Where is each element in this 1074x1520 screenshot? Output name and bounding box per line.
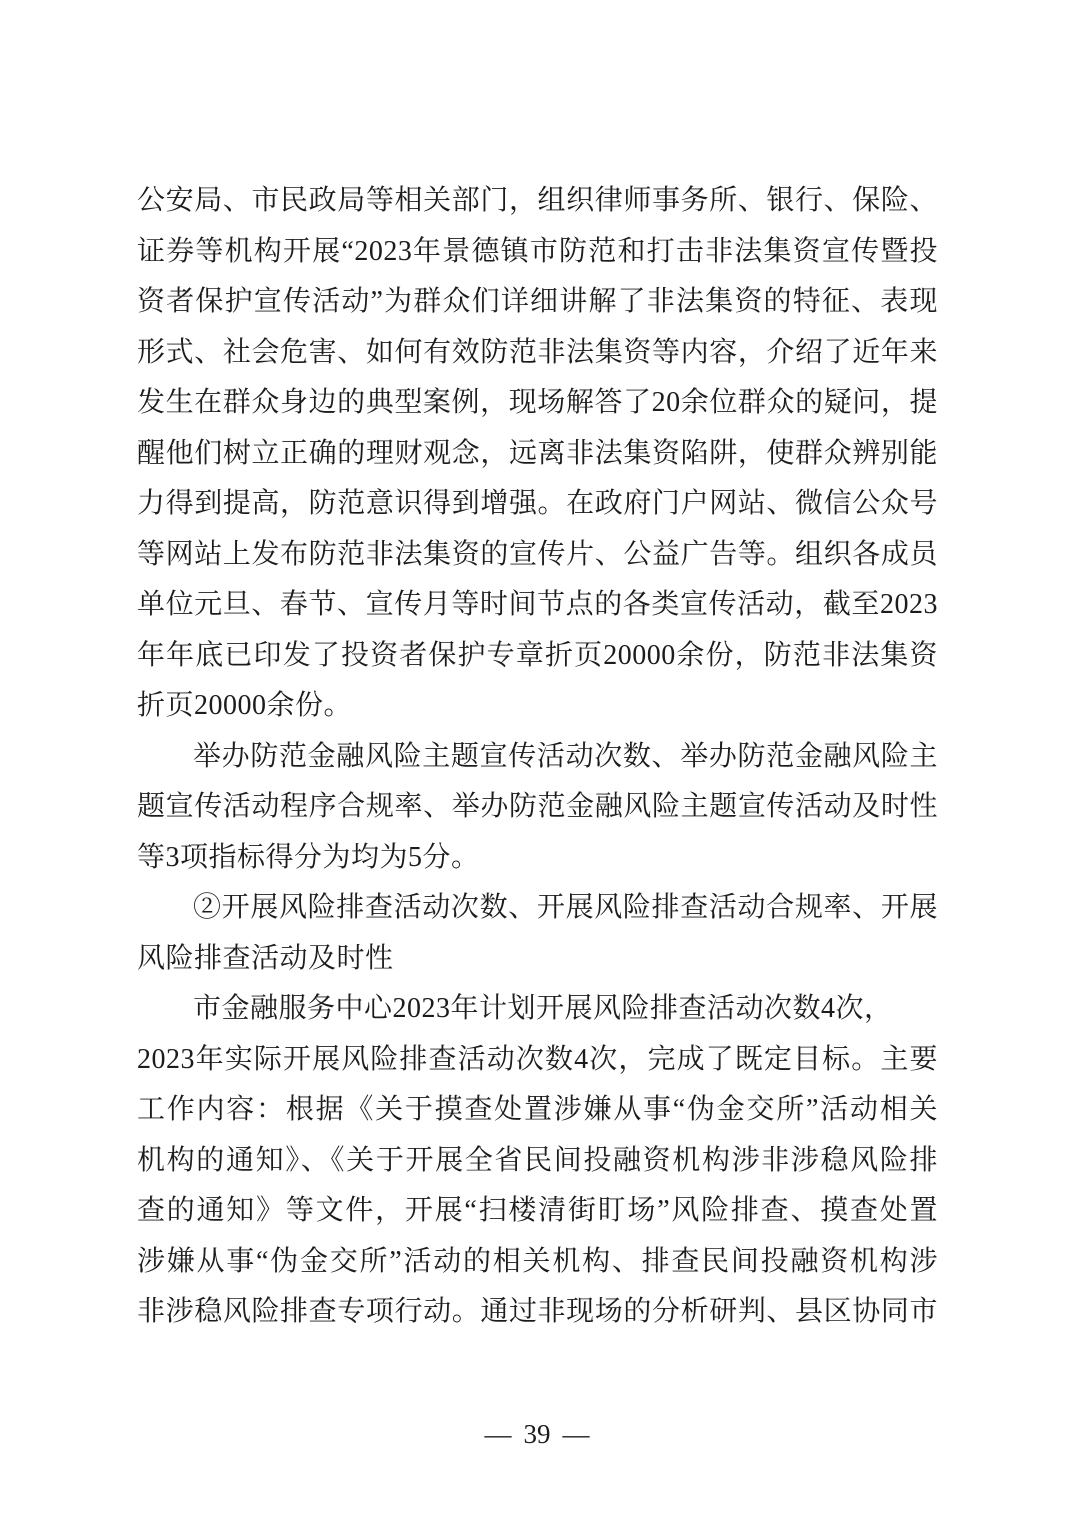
paragraph	[137, 883, 938, 984]
document-body	[137, 176, 938, 1338]
paragraph	[137, 984, 938, 1338]
text-line: 工作内容：根据《关于摸查处置涉嫌从事“伪金交所”活动相关	[137, 1094, 938, 1125]
page-number: 39	[523, 1419, 551, 1449]
text-line: 风险排查活动及时性	[137, 942, 394, 974]
text-line: 力得到提高，防范意识得到增强。在政府门户网站、微信公众号	[137, 488, 938, 519]
text-line: 机构的通知》、《关于开展全省民间投融资机构涉非涉稳风险排	[137, 1144, 938, 1176]
paragraph	[137, 732, 938, 884]
text-line: 资者保护宣传活动”为群众们详细讲解了非法集资的特征、表现	[137, 286, 938, 317]
page-footer	[0, 1416, 1074, 1452]
text-line: 折页20000余份。	[137, 690, 353, 721]
text-line: 公安局、市民政局等相关部门，组织律师事务所、银行、保险、	[137, 185, 938, 216]
footer-dash-right: —	[562, 1419, 590, 1449]
text-line: 市金融服务中心2023年计划开展风险排查活动次数4次，	[193, 993, 893, 1024]
footer-dash-left: —	[484, 1419, 512, 1449]
text-line: 2023年实际开展风险排查活动次数4次，完成了既定目标。主要	[137, 1043, 938, 1075]
text-line: 形式、社会危害、如何有效防范非法集资等内容，介绍了近年来	[137, 336, 938, 368]
text-line: 举办防范金融风险主题宣传活动次数、举办防范金融风险主	[193, 740, 938, 772]
text-line: 涉嫌从事“伪金交所”活动的相关机构、排查民间投融资机构涉	[137, 1245, 938, 1277]
text-line: 等网站上发布防范非法集资的宣传片、公益广告等。组织各成员	[137, 538, 938, 570]
paragraph	[137, 176, 938, 732]
text-line: 发生在群众身边的典型案例，现场解答了20余位群众的疑问，提	[137, 387, 938, 418]
text-line: 证券等机构开展“2023年景德镇市防范和打击非法集资宣传暨投	[137, 235, 938, 267]
text-line: 非涉稳风险排查专项行动。通过非现场的分析研判、县区协同市	[137, 1296, 938, 1327]
text-line: 等3项指标得分为均为5分。	[137, 841, 480, 873]
text-line: 醒他们树立正确的理财观念，远离非法集资陷阱，使群众辨别能	[137, 437, 938, 469]
text-line: 查的通知》等文件，开展“扫楼清街盯场”风险排查、摸查处置	[137, 1195, 938, 1226]
text-line: 题宣传活动程序合规率、举办防范金融风险主题宣传活动及时性	[137, 791, 938, 822]
text-line: 年年底已印发了投资者保护专章折页20000余份，防范非法集资	[137, 639, 938, 671]
text-line: ②开展风险排查活动次数、开展风险排查活动合规率、开展	[193, 892, 938, 923]
text-line: 单位元旦、春节、宣传月等时间节点的各类宣传活动，截至2023	[137, 589, 938, 620]
